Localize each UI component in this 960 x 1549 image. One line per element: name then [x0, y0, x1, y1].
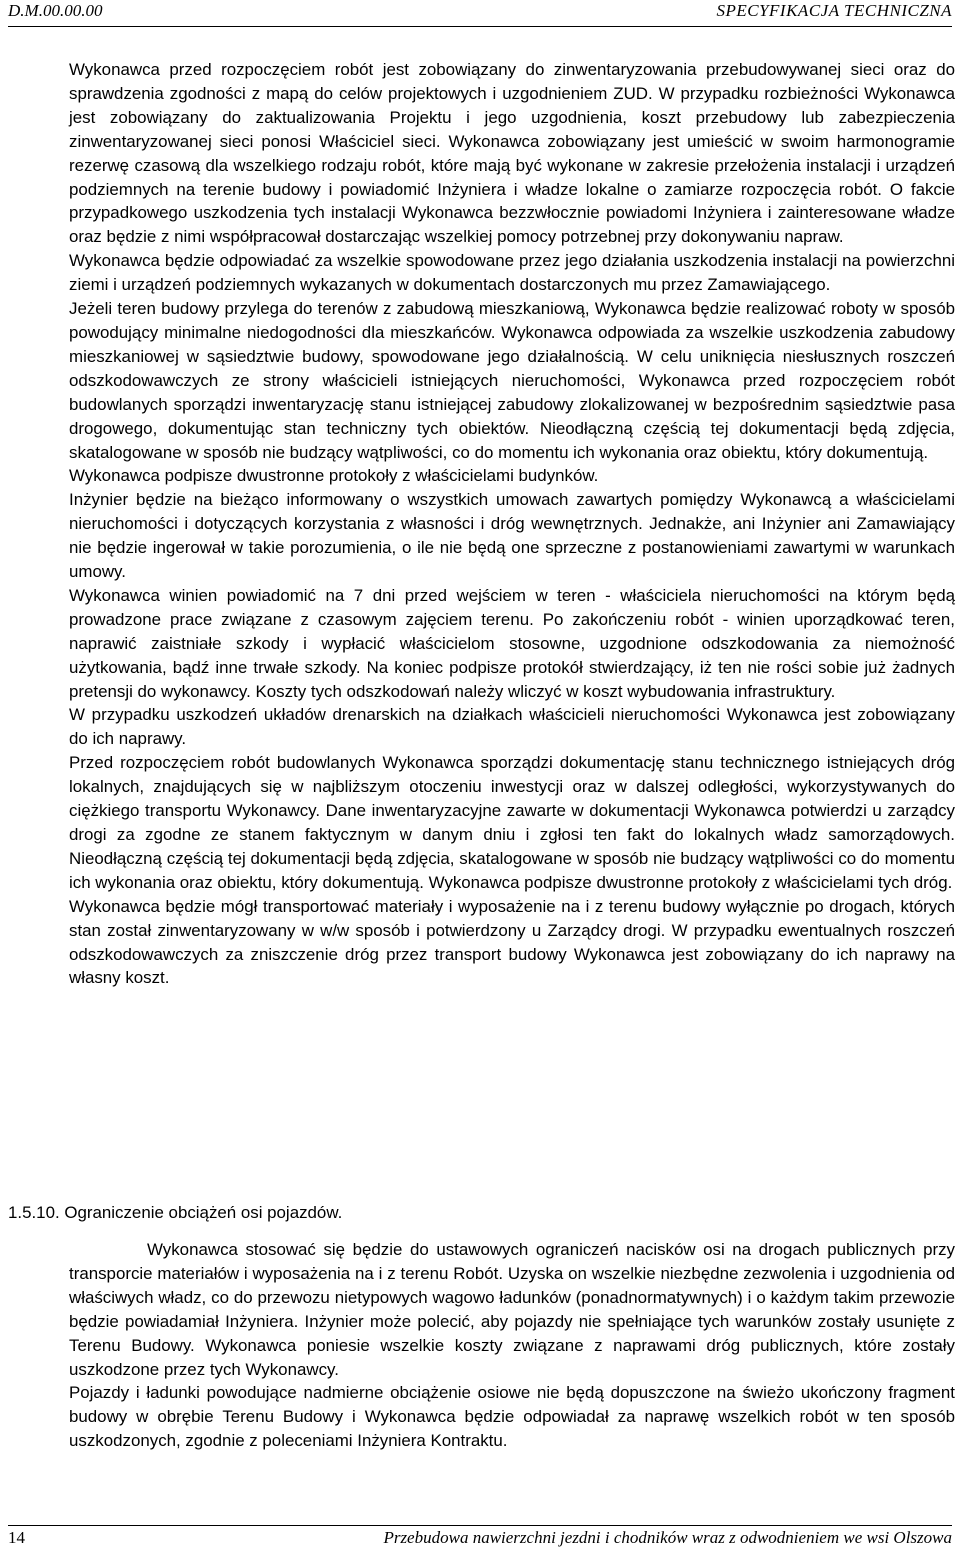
page-header — [8, 0, 952, 27]
paragraph: Wykonawca podpisze dwustronne protokoły z właścicielami budynków. — [69, 466, 599, 486]
page-number: 14 — [8, 1528, 25, 1547]
document-type-title: SPECYFIKACJA TECHNICZNA — [716, 1, 952, 20]
paragraph: Jeżeli teren budowy przylega do terenów z zabudową mieszkaniową, Wykonawca będzie realizować roboty w sposób powodujący minimalne niedogodności dla mieszkańców. Wykonawca odpowiada za wszelkie uszkodzenia zabudowy mieszkaniowej w sąsiedztwie budowy, spowodowane jego działalnością. W celu uniknięcia niesłusznych roszczeń odszkodowawczych ze strony właścicieli istniejących nieruchomości, Wykonawca przed rozpoczęciem robót budowlanych sporządzi inwentaryzację stanu istniejącej zabudowy zlokalizowanej w bezpośrednim sąsiedztwie pasa drogowego, dokumentując stan techniczny tych obiektów. Nieodłączną częścią tej dokumentacji będą zdjęcia, skatalogowane w sposób nie budzący wątpliwości, co do momentu ich wykonania oraz obiektu, który dokumentują. — [69, 299, 955, 462]
page-footer — [8, 1525, 952, 1548]
main-text — [69, 58, 955, 990]
section-heading: 1.5.10. Ograniczenie obciążeń osi pojazdów. — [8, 1203, 343, 1222]
paragraph: Wykonawca będzie odpowiadać za wszelkie spowodowane przez jego działania uszkodzenia instalacji na powierzchni ziemi i urządzeń podziemnych wykazanych w dokumentach dostarczonych mu przez Zamawiającego. — [69, 251, 955, 295]
paragraph: Inżynier będzie na bieżąco informowany o wszystkich umowach zawartych pomiędzy Wykonawcą a właścicielami nieruchomości i dotyczących korzystania z własności i dróg wewnętrznych. Jednakże, ani Inżynier ani Zamawiający nie będzie ingerował w takie porozumienia, o ile nie będą one sprzeczne z postanowieniami zawartymi w warunkach umowy. — [69, 490, 955, 582]
project-title: Przebudowa nawierzchni jezdni i chodników wraz z odwodnieniem we wsi Olszowa — [383, 1528, 952, 1547]
paragraph: Wykonawca przed rozpoczęciem robót jest zobowiązany do zinwentaryzowania przebudowywanej sieci oraz do sprawdzenia zgodności z mapą do celów projektowych i uzgodnieniem ZUD. W przypadku rozbieżności Wykonawca jest zobowiązany do zaktualizowania Projektu i jego uzgodnienia, koszt przebudowy lub zabezpieczenia zinwentaryzowanej sieci ponosi Właściciel sieci. Wykonawca zobowiązany jest umieścić w swoim harmonogramie rezerwę czasową dla wszelkiego rodzaju robót, które mają być wykonane w zakresie przełożenia instalacji i urządzeń podziemnych na terenie budowy i powiadomić Inżyniera i władze lokalne o zamiarze rozpoczęcia robót. O fakcie przypadkowego uszkodzenia tych instalacji Wykonawca bezzwłocznie powiadomi Inżyniera i zainteresowane władze oraz będzie z nimi współpracował dostarczając wszelkiej pomocy potrzebnej przy dokonywaniu napraw. — [69, 60, 955, 247]
paragraph: Przed rozpoczęciem robót budowlanych Wykonawca sporządzi dokumentację stanu technicznego istniejących dróg lokalnych, znajdujących się w najbliższym otoczeniu inwestycji oraz w dalszej odległości, wykorzystywanych do ciężkiego transportu Wykonawcy. Dane inwentaryzacyjne zawarte w dokumentacji Wykonawca potwierdzi u zarządcy drogi za zgodne ze stanem faktycznym w danym dniu i zgłosi ten fakt do lokalnych władz samorządowych. Nieodłączną częścią tej dokumentacji będą zdjęcia, skatalogowane w sposób nie budzący wątpliwości co do momentu ich wykonania oraz obiektu, który dokumentują. Wykonawca podpisze dwustronne protokoły z właścicielami tych dróg. — [69, 753, 955, 892]
paragraph: Wykonawca będzie mógł transportować materiały i wyposażenie na i z terenu budowy wyłącznie po drogach, których stan został zinwentaryzowany w w/w sposób i potwierdzony u Zarządcy drogi. W przypadku ewentualnych roszczeń odszkodowawczych za zniszczenie dróg przez transport budowy Wykonawca jest zobowiązany do ich naprawy na własny koszt. — [69, 896, 955, 988]
section-text — [69, 1238, 955, 1453]
paragraph: Pojazdy i ładunki powodujące nadmierne obciążenie osiowe nie będą dopuszczone na świeżo ukończony fragment budowy w obrębie Terenu Budowy i Wykonawca będzie odpowiadał za naprawę wszelkich robót w ten sposób uszkodzonych, zgodnie z poleceniami Inżyniera Kontraktu. — [69, 1383, 955, 1451]
document-code: D.M.00.00.00 — [8, 1, 103, 20]
paragraph: W przypadku uszkodzeń układów drenarskich na działkach właścicieli nieruchomości Wykonawca jest zobowiązany do ich naprawy. — [69, 705, 955, 749]
paragraph: Wykonawca stosować się będzie do ustawowych ograniczeń nacisków osi na drogach publicznych przy transporcie materiałów i wyposażenia na i z terenu Robót. Uzyska on wszelkie niezbędne zezwolenia i uzgodnienia od właściwych władz, co do przewozu nietypowych wagowo ładunków (ponadnormatywnych) i o każdym takim przewozie będzie powiadamiał Inżyniera. Inżynier może polecić, aby pojazdy nie spełniające tych warunków zostały usunięte z Terenu Budowy. Wykonawca poniesie wszelkie koszty związane z naprawami dróg publicznych, które zostały uszkodzone przez tych Wykonawcy. — [69, 1240, 955, 1379]
paragraph: Wykonawca winien powiadomić na 7 dni przed wejściem w teren - właściciela nieruchomości na którym będą prowadzone prace związane z czasowym zajęciem terenu. Po zakończeniu robót - winien uporządkować teren, naprawić zaistniałe szkody i wypłacić właścicielom stosowne, uzgodnione odszkodowania za niemożność użytkowania, bądź inne trwałe szkody. Na koniec podpisze protokół stwierdzający, iż ten nie rości sobie już żadnych pretensji do wykonawcy. Koszty tych odszkodowań należy wliczyć w koszt wybudowania infrastruktury. — [69, 585, 955, 701]
